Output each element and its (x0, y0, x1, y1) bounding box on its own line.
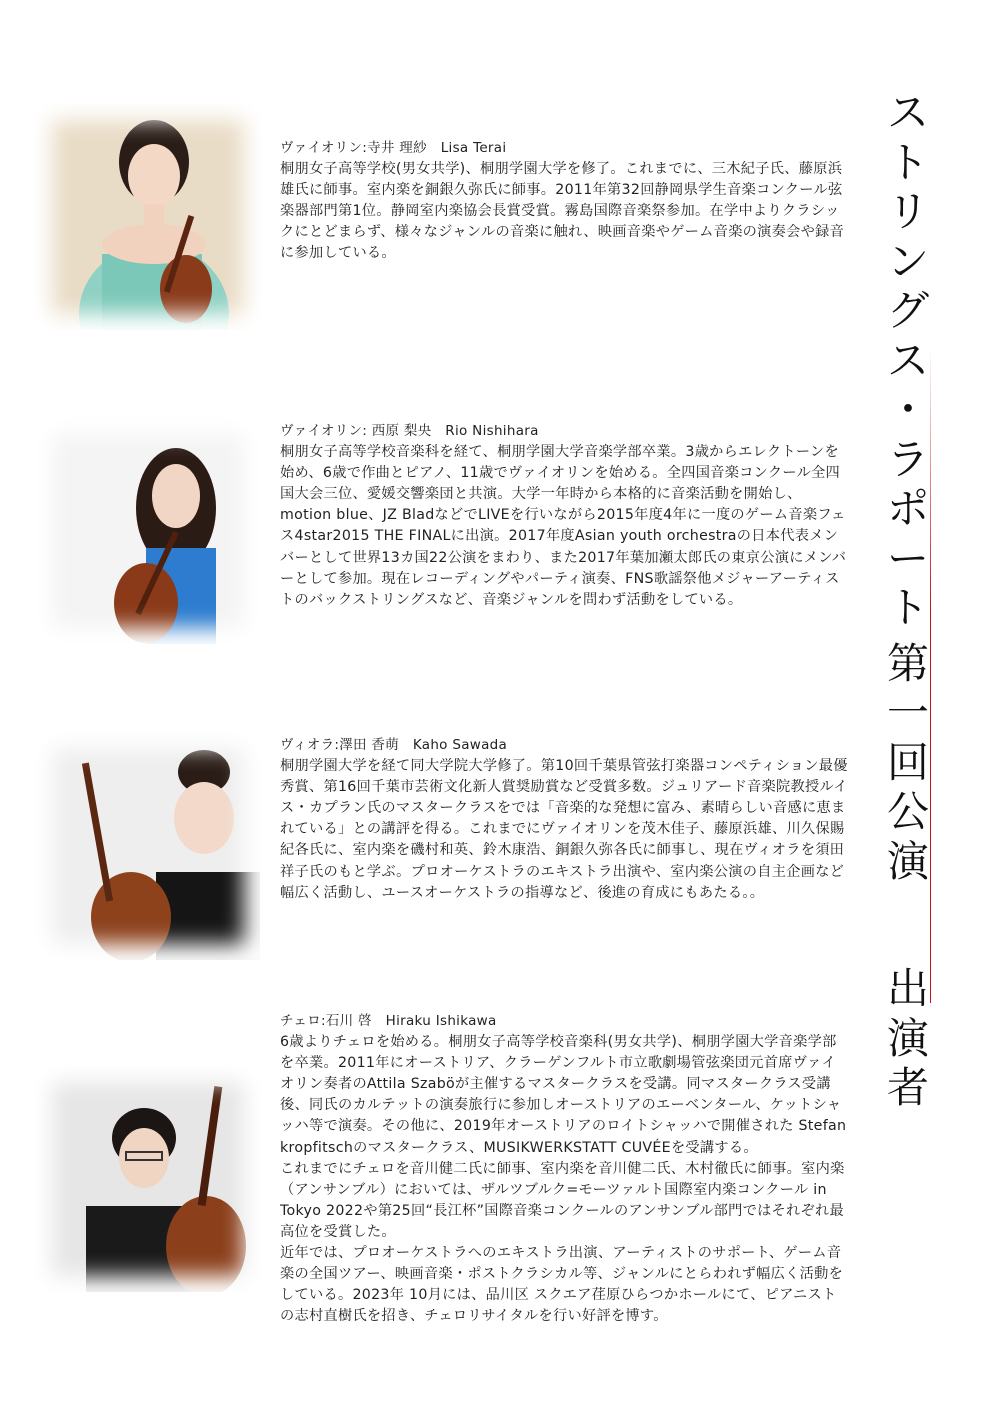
performer-bio-sawada (280, 735, 850, 904)
title-char: 演 (886, 836, 929, 886)
vertical-title (878, 88, 938, 1113)
performer-photo-ishikawa (36, 1066, 260, 1292)
title-char: リ (886, 187, 929, 236)
performer-name: ヴァイオリン: 西原 梨央 Rio Nishihara (280, 423, 539, 439)
title-char: 者 (886, 1063, 929, 1112)
title-char: ・ (886, 385, 929, 434)
title-part-2 (878, 639, 938, 887)
bio-paragraph: これまでにチェロを音川健二氏に師事、室内楽を音川健二氏、木村徹氏に師事。室内楽（アンサンブル）においては、ザルツブルク=モーツァルト国際室内楽コンクール in Tokyo 2022や第25回“長江杯”国際音楽コンクールのアンサンブル部門ではそれぞれ最高位を受賞した。 (280, 1160, 845, 1240)
performer-photo-nishihara (36, 418, 260, 644)
title-char: ン (886, 236, 929, 286)
title-char: ラ (886, 434, 929, 484)
performer-name: ヴィオラ:澤田 香萌 Kaho Sawada (280, 737, 508, 753)
performer-bio-nishihara (280, 421, 850, 611)
performer-name: ヴァイオリン:寺井 理紗 Lisa Terai (280, 140, 507, 156)
performer-photo-terai (36, 104, 260, 330)
title-part-3 (878, 964, 938, 1113)
performer-name: チェロ:石川 啓 Hiraku Ishikawa (280, 1013, 497, 1029)
title-char: 一 (886, 688, 929, 737)
title-char: 出 (886, 964, 929, 1013)
title-char: ー (886, 533, 929, 583)
bio-paragraph: 6歳よりチェロを始める。桐朋女子高等学校音楽科(男女共学)、桐朋学園大学音楽学部を卒業。2011年にオーストリア、クラーゲンフルト市立歌劇場管弦楽団元首席ヴァイオリン奏者のAttila Szaböが主催するマスタークラスを受講。同マスタークラス受講後、同氏のカルテットの演奏旅行に参加しオーストリアのエーベンタール、ケットシャッハ等で演奏。その他に、2019年オーストリアのロイトシャッハで開催された Stefan kropfitschのマスタークラス、MUSIKWERKSTATT CUVÉEを受講する。 (280, 1034, 847, 1156)
performer-photo-sawada (36, 732, 260, 960)
title-char: 第 (886, 638, 929, 688)
performer-bio-terai (280, 138, 850, 265)
title-char: ポ (886, 484, 929, 533)
title-char: グ (886, 286, 929, 335)
bio-paragraph: 桐朋女子高等学校(男女共学)、桐朋学園大学を修了。これまでに、三木紀子氏、藤原浜雄氏に師事。室内楽を銅銀久弥氏に師事。2011年第32回静岡県学生音楽コンクール弦楽器部門第1位。静岡室内楽協会長賞受賞。霧島国際音楽祭参加。在学中よりクラシックにとどまらず、様々なジャンルの音楽に触れ、映画音楽やゲーム音楽の演奏会や録音に参加している。 (280, 161, 845, 262)
title-part-1 (878, 88, 938, 633)
accent-line (930, 345, 931, 1003)
title-char: 公 (886, 787, 929, 836)
bio-paragraph: 桐朋学園大学を経て同大学院大学修了。第10回千葉県管弦打楽器コンペティション最優秀賞、第16回千葉市芸術文化新人賞奨励賞など受賞多数。ジュリアード音楽院教授ルイス・カプラン氏のマスタークラスをでは「音楽的な発想に富み、素晴らしい音感に恵まれている」との講評を得る。これまでにヴァイオリンを茂木佳子、藤原浜雄、川久保賜紀各氏に、室内楽を磯村和英、鈴木康浩、銅銀久弥各氏に師事し、現在ヴィオラを須田祥子氏のもと学ぶ。プロオーケストラのエキストラ出演や、室内楽公演の自主企画など幅広く活動し、ユースオーケストラの指導など、後進の育成にもあたる。。 (280, 758, 848, 901)
title-char: ス (886, 88, 929, 137)
bio-paragraph: 桐朋女子高等学校音楽科を経て、桐朋学園大学音楽学部卒業。3歳からエレクトーンを始め、6歳で作曲とピアノ、11歳でヴァイオリンを始める。全四国音楽コンクール全四国大会三位、愛媛交響楽団と共演。大学一年時から本格的に音楽活動を開始し、motion blue、JZ BladなどでLIVEを行いながら2015年度4年に一度のゲーム音楽フェス4star2015 THE FINALに出演。2017年度Asian youth orchestraの日本代表メンバーとして世界13カ国22公演をまわり、また2017年葉加瀬太郎氏の東京公演にメンバーとして参加。現在レコーディングやパーティ演奏、FNS歌謡祭他メジャーアーティストのバックストリングスなど、音楽ジャンルを問わず活動をしている。 (280, 444, 847, 608)
performer-bio-ishikawa (280, 1011, 850, 1327)
title-char: ト (886, 137, 929, 187)
title-char: ス (886, 335, 929, 385)
title-char: 回 (886, 737, 929, 787)
title-char: 演 (886, 1013, 929, 1063)
title-char: ト (886, 583, 929, 632)
bio-paragraph: 近年では、プロオーケストラへのエキストラ出演、アーティストのサポート、ゲーム音楽の全国ツアー、映画音楽・ポストクラシカル等、ジャンルにとらわれず幅広く活動をしている。2023年 10月には、品川区 スクエア荏原ひらつかホールにて、ピアニストの志村直樹氏を招き、チェロリサイタルを行い好評を博す。 (280, 1245, 844, 1325)
